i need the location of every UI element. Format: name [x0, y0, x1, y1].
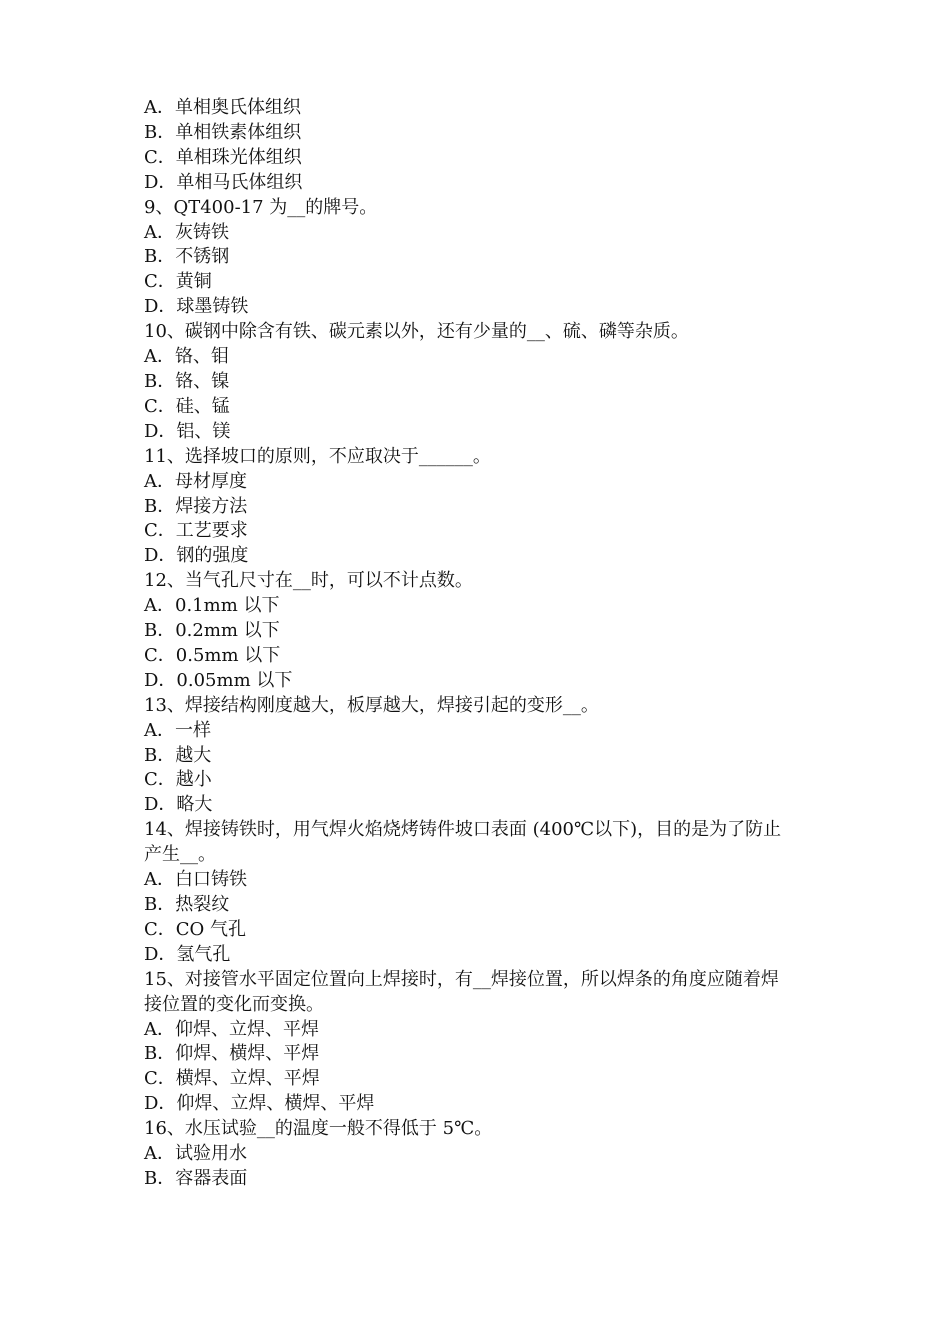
option-line: C．横焊、立焊、平焊 — [144, 1068, 320, 1090]
option-line: A．一样 — [144, 719, 211, 741]
option-line: C．黄铜 — [144, 271, 212, 293]
option-line: B．0.2mm 以下 — [144, 620, 280, 642]
option-line: A．灰铸铁 — [144, 221, 229, 243]
option-line: D．铝、镁 — [144, 420, 231, 442]
option-line: B．单相铁素体组织 — [144, 121, 302, 143]
option-line: D．略大 — [144, 794, 213, 816]
option-line: D．0.05mm 以下 — [144, 669, 293, 691]
option-line: A．铬、钼 — [144, 346, 229, 368]
option-line: C．CO 气孔 — [144, 918, 247, 940]
option-line: D．球墨铸铁 — [144, 296, 249, 318]
question-line: 14、焊接铸铁时，用气焊火焰烧烤铸件坡口表面 (400℃以下)，目的是为了防止 — [144, 819, 782, 841]
option-line: D．氢气孔 — [144, 943, 231, 965]
option-line: D．钢的强度 — [144, 545, 249, 567]
option-line: D．仰焊、立焊、横焊、平焊 — [144, 1093, 375, 1115]
option-line: B．容器表面 — [144, 1167, 248, 1189]
question-line: 15、对接管水平固定位置向上焊接时，有__焊接位置，所以焊条的角度应随着焊 — [144, 968, 779, 990]
option-line: B．越大 — [144, 744, 212, 766]
question-line: 12、当气孔尺寸在__时，可以不计点数。 — [144, 570, 473, 592]
option-line: D．单相马氏体组织 — [144, 171, 303, 193]
question-line: 接位置的变化而变换。 — [144, 993, 324, 1015]
option-line: C．越小 — [144, 769, 212, 791]
option-line: A．试验用水 — [144, 1143, 247, 1165]
option-line: B．焊接方法 — [144, 495, 248, 517]
option-line: C．单相珠光体组织 — [144, 146, 302, 168]
option-line: A．仰焊、立焊、平焊 — [144, 1018, 319, 1040]
option-line: B．仰焊、横焊、平焊 — [144, 1043, 320, 1065]
option-line: B．铬、镍 — [144, 370, 230, 392]
question-line: 13、焊接结构刚度越大，板厚越大，焊接引起的变形__。 — [144, 694, 599, 716]
option-line: C．硅、锰 — [144, 395, 230, 417]
option-line: A．单相奥氏体组织 — [144, 97, 301, 118]
question-line: 11、选择坡口的原则，不应取决于______。 — [144, 445, 491, 467]
option-line: A．0.1mm 以下 — [144, 595, 280, 617]
option-line: B．热裂纹 — [144, 894, 230, 915]
document-page — [144, 96, 814, 1192]
option-line: B．不锈钢 — [144, 246, 230, 268]
question-line: 10、碳钢中除含有铁、碳元素以外，还有少量的__、硫、磷等杂质。 — [144, 321, 689, 343]
option-line: C．0.5mm 以下 — [144, 644, 281, 666]
option-line: A．白口铸铁 — [144, 869, 247, 891]
option-line: C．工艺要求 — [144, 520, 248, 542]
option-line: A．母材厚度 — [144, 470, 247, 492]
question-line: 16、水压试验__的温度一般不得低于 5℃。 — [144, 1118, 493, 1140]
question-line: 9、QT400-17 为__的牌号。 — [144, 196, 378, 218]
question-line: 产生__。 — [144, 844, 216, 866]
